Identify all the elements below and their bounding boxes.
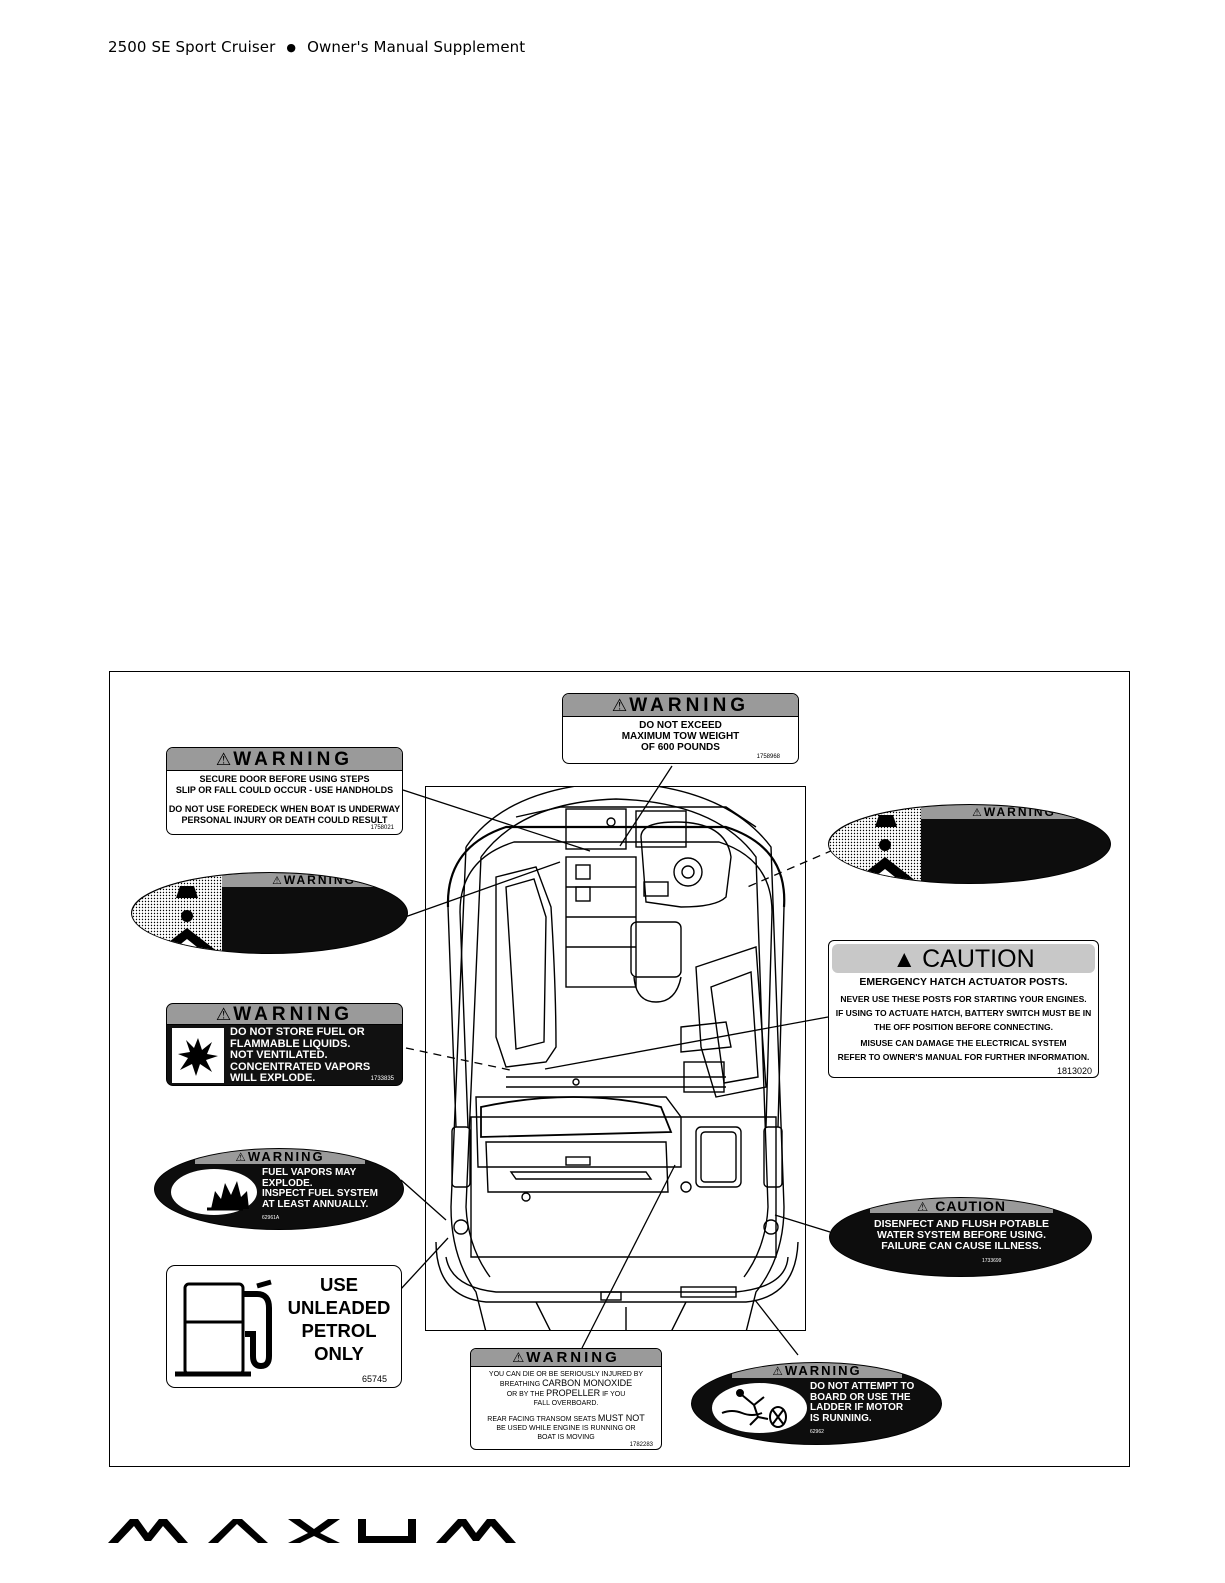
label-code: 1758968 — [756, 754, 780, 760]
label-potable-water: ⚠ CAUTION DISENFECT AND FLUSH POTABLE WATER SYSTEM BEFORE USING. FAILURE CAN CAUSE ILLNESS. 1733699 — [829, 1197, 1092, 1277]
label-fuel-vapors: ⚠ WARNING FUEL VAPORS MAY EXPLODE. INSPECT FUEL SYSTEM AT LEAST ANNUALLY. 62961A — [154, 1148, 404, 1230]
warning-triangle-icon: ⚠ — [512, 1350, 525, 1365]
label-heading: ⚠ WARNING — [972, 805, 1056, 819]
warning-triangle-icon: ⚠ — [215, 750, 232, 769]
label-carbon-monoxide: ⚠ WARNING YOU CAN DIE OR BE SERIOUSLY INJURED BY BREATHING CARBON MONOXIDE OR BY THE PROPELLER IF YOU FALL OVERBOARD. REAR FACING TRANSOM SEATS MUST NOT BE USED WHILE ENGINE IS RUNNING OR BOAT IS MOVING 1782283 — [470, 1348, 662, 1450]
label-caution-hatch: ▲ CAUTION EMERGENCY HATCH ACTUATOR POSTS. NEVER USE THESE POSTS FOR STARTING YOUR ENGINES. IF USING TO ACTUATE HATCH, BATTERY SWITCH MUST BE IN THE OFF POSITION BEFORE CONNECTING. MISUSE CAN DAMAGE THE ELECTRICAL SYSTEM REFER TO OWNER'S MANUAL FOR FURTHER INFORMATION. 1813020 — [828, 940, 1099, 1078]
label-secure-door: ⚠ WARNING SECURE DOOR BEFORE USING STEPS SLIP OR FALL COULD OCCUR - USE HANDHOLDS DO NOT USE FOREDECK WHEN BOAT IS UNDERWAY PERSONAL INJURY OR DEATH COULD RESULT 1758021 — [166, 747, 403, 835]
label-hazard-oval-left — [131, 872, 408, 954]
warning-triangle-icon: ⚠ — [611, 696, 628, 715]
label-code: 1758021 — [370, 825, 394, 831]
label-ladder: ⚠ WARNING DO NOT ATTEMPT TO BOARD OR USE THE LADDER IF MOTOR IS RUNNING. 62962 — [691, 1362, 942, 1445]
swimmer-icon — [712, 1383, 807, 1433]
label-code: 1813020 — [1056, 1066, 1092, 1076]
fire-icon — [171, 1169, 257, 1215]
label-unleaded-petrol: USE UNLEADED PETROL ONLY 65745 — [166, 1265, 402, 1388]
header-title: 2500 SE Sport Cruiser — [108, 38, 276, 56]
label-code: 1782283 — [629, 1442, 653, 1448]
label-code: 1733699 — [982, 1258, 1002, 1264]
label-code: 62961A — [262, 1215, 280, 1221]
label-code: 1733835 — [370, 1076, 394, 1082]
label-store-fuel: ⚠ WARNING DO NOT STORE FUEL OR FLAMMABLE LIQUIDS. NOT VENTILATED. CONCENTRATED VAPORS WILL EXPLODE. 1733835 — [166, 1003, 403, 1086]
label-tow-weight: ⚠ WARNING DO NOT EXCEED MAXIMUM TOW WEIGHT OF 600 POUNDS 1758968 — [562, 693, 799, 764]
maxum-logo — [108, 1516, 538, 1544]
warning-triangle-icon: ⚠ — [215, 1005, 232, 1024]
caution-triangle-icon: ▲ — [892, 946, 917, 973]
label-code: 65745 — [361, 1374, 387, 1384]
bullet-icon: ● — [286, 41, 297, 54]
fuel-pump-icon — [171, 1274, 281, 1384]
label-hazard-oval-right — [828, 804, 1111, 884]
label-code: 62962 — [810, 1429, 824, 1435]
header-subtitle: Owner's Manual Supplement — [307, 38, 526, 56]
explosion-icon — [172, 1028, 224, 1083]
label-heading: ⚠ WARNING — [272, 873, 356, 887]
